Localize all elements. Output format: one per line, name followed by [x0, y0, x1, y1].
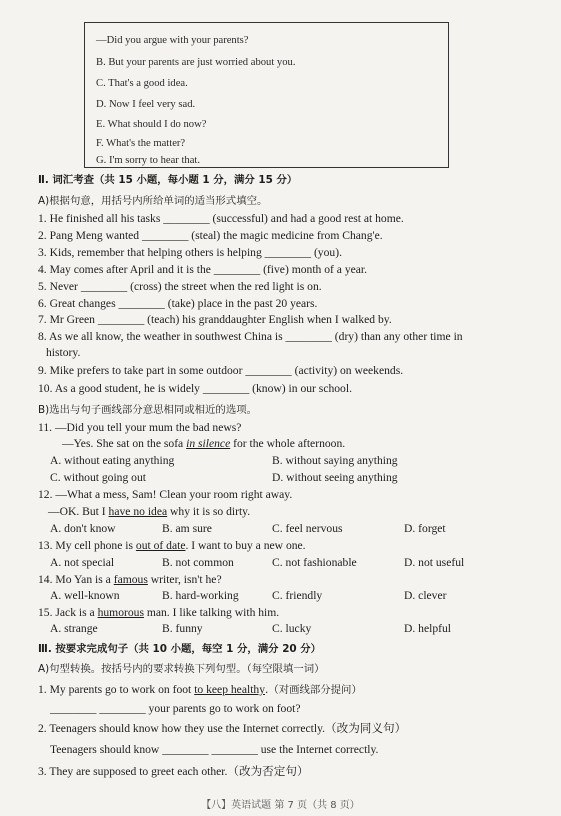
question-stem: —Yes. She sat on the sofa in silence for the whole afternoon. — [62, 437, 346, 450]
question-stem: 15. Jack is a humorous man. I like talking with him. — [38, 606, 280, 619]
option: C. lucky — [272, 622, 312, 635]
option: A. don't know — [50, 522, 116, 535]
question-stem: 2. Teenagers should know how they use the Internet correctly.（改为同义句） — [38, 722, 407, 735]
option: D. helpful — [404, 622, 452, 635]
question-item: 2. Pang Meng wanted ________ (steal) the magic medicine from Chang'e. — [38, 229, 383, 242]
question-item: 8. As we all know, the weather in southwest China is ________ (dry) than any other time in — [38, 330, 463, 343]
underlined-phrase: in silence — [186, 437, 231, 450]
option: C. without going out — [50, 471, 146, 484]
option: B. am sure — [162, 522, 212, 535]
part-instruction: A)句型转换。按括号内的要求转换下列句型。（每空限填一词） — [38, 663, 325, 675]
question-item: 9. Mike prefers to take part in some outdoor ________ (activity) on weekends. — [38, 364, 404, 377]
answer-blank-line: ________ ________ your parents go to work on foot? — [50, 702, 301, 715]
box-option: F. What's the matter? — [96, 138, 186, 149]
option: B. without saying anything — [272, 454, 398, 467]
option: B. hard-working — [162, 589, 239, 602]
box-option: D. Now I feel very sad. — [96, 99, 196, 110]
option: D. without seeing anything — [272, 471, 398, 484]
question-stem: —OK. But I have no idea why it is so dirty. — [48, 505, 251, 518]
underlined-phrase: famous — [113, 573, 148, 586]
underlined-phrase: out of date — [135, 539, 186, 552]
question-item: 3. Kids, remember that helping others is helping ________ (you). — [38, 246, 342, 259]
underlined-phrase: humorous — [97, 606, 144, 619]
page-footer: 【八】英语试题 第 7 页（共 8 页） — [201, 800, 360, 811]
underlined-phrase: to keep healthy — [194, 683, 266, 696]
option: D. clever — [404, 589, 447, 602]
option: A. not special — [50, 556, 115, 569]
section-heading: Ⅲ. 按要求完成句子（共 10 小题，每空 1 分，满分 20 分） — [38, 643, 322, 655]
question-item: 5. Never ________ (cross) the street when the red light is on. — [38, 280, 322, 293]
part-instruction: B)选出与句子画线部分意思相同或相近的选项。 — [38, 404, 257, 416]
option: B. not common — [162, 556, 234, 569]
question-stem: 13. My cell phone is out of date. I want to buy a new one. — [38, 539, 306, 552]
box-option: G. I'm sorry to hear that. — [96, 155, 200, 166]
box-option: —Did you argue with your parents? — [96, 35, 249, 46]
question-item: 6. Great changes ________ (take) place in the past 20 years. — [38, 297, 318, 310]
option: C. not fashionable — [272, 556, 357, 569]
option: A. without eating anything — [50, 454, 175, 467]
question-item: 1. He finished all his tasks ________ (successful) and had a good rest at home. — [38, 212, 404, 225]
box-option: B. But your parents are just worried about you. — [96, 57, 296, 68]
option: B. funny — [162, 622, 203, 635]
question-stem: 1. My parents go to work on foot to keep healthy.（对画线部分提问） — [38, 683, 362, 696]
question-item: 4. May comes after April and it is the ________ (five) month of a year. — [38, 263, 368, 276]
box-option: C. That's a good idea. — [96, 78, 188, 89]
question-item: 10. As a good student, he is widely ________ (know) in our school. — [38, 382, 352, 395]
option: D. forget — [404, 522, 446, 535]
option: D. not useful — [404, 556, 465, 569]
answer-blank-line: Teenagers should know ________ ________ use the Internet correctly. — [50, 743, 379, 756]
question-stem: 14. Mo Yan is a famous writer, isn't he? — [38, 573, 222, 586]
section-heading: Ⅱ. 词汇考查（共 15 小题，每小题 1 分，满分 15 分） — [38, 174, 298, 186]
underlined-phrase: have no idea — [108, 505, 168, 518]
option: A. strange — [50, 622, 98, 635]
question-stem: 11. —Did you tell your mum the bad news? — [38, 421, 242, 434]
question-item: 7. Mr Green ________ (teach) his granddaughter English when I walked by. — [38, 313, 392, 326]
box-option: E. What should I do now? — [96, 119, 207, 130]
option: C. friendly — [272, 589, 323, 602]
option: A. well-known — [50, 589, 120, 602]
question-stem: 12. —What a mess, Sam! Clean your room right away. — [38, 488, 293, 501]
part-instruction: A)根据句意，用括号内所给单词的适当形式填空。 — [38, 195, 268, 207]
question-stem: 3. They are supposed to greet each other.（改为否定句） — [38, 765, 309, 778]
option: C. feel nervous — [272, 522, 343, 535]
question-item-continued: history. — [46, 346, 81, 359]
